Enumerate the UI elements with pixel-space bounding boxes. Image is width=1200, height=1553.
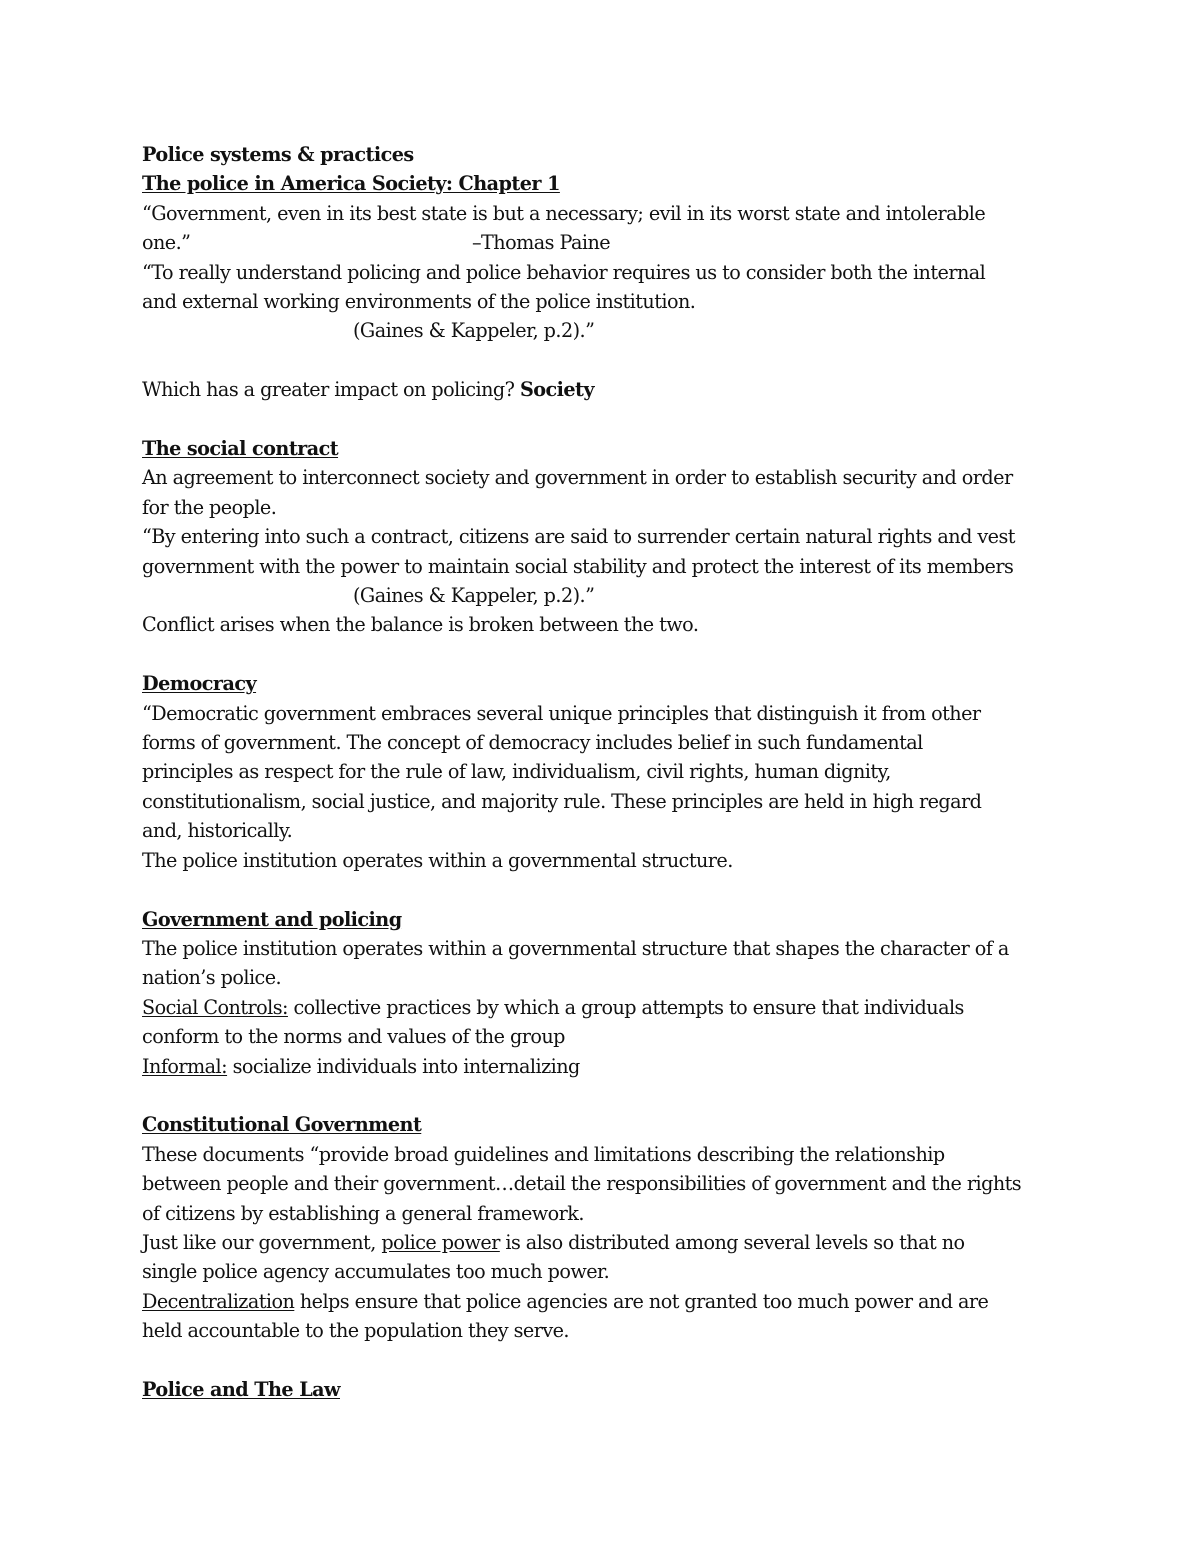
question-line — [142, 375, 1072, 404]
paragraph-text: Just like our government, — [142, 1230, 382, 1254]
document-body — [142, 140, 1072, 1404]
term-police-power: police power — [381, 1230, 500, 1254]
term-informal: Informal: — [142, 1054, 228, 1078]
section-heading-social-contract: The social contract — [142, 437, 339, 461]
paragraph-line: “By entering into such a contract, citizens are said to surrender certain natural rights and vest — [142, 525, 1015, 549]
chapter-heading: The police in America Society: Chapter 1 — [142, 172, 560, 196]
paragraph-line: These documents “provide broad guidelines and limitations describing the relationship — [142, 1142, 945, 1166]
paragraph-line — [142, 993, 1072, 1022]
answer-text: Society — [519, 378, 594, 402]
paragraph-line: government with the power to maintain social stability and protect the interest of its members — [142, 554, 1014, 578]
paragraph-line: and, historically. — [142, 819, 293, 843]
quote-author: –Thomas Paine — [472, 231, 611, 255]
citation: (Gaines & Kappeler, p.2).” — [353, 319, 595, 343]
paragraph-line — [142, 1228, 1072, 1257]
quote-line: “To really understand policing and police behavior requires us to consider both the internal — [142, 260, 986, 284]
paragraph-text: is also distributed among several levels so that no — [499, 1230, 965, 1254]
quote-line — [142, 228, 1072, 257]
question-text: Which has a greater impact on policing? — [142, 378, 515, 402]
quote-line: “Government, even in its best state is but a necessary; evil in its worst state and intolerable — [142, 201, 986, 225]
paragraph-line — [142, 1287, 1072, 1316]
section-heading-constitutional-government: Constitutional Government — [142, 1113, 422, 1137]
section-heading-police-law: Police and The Law — [142, 1377, 340, 1401]
term-decentralization: Decentralization — [142, 1289, 295, 1313]
paragraph-text: helps ensure that police agencies are not granted too much power and are — [294, 1289, 989, 1313]
paragraph-line: The police institution operates within a governmental structure that shapes the character of a — [142, 936, 1009, 960]
paragraph-line: nation’s police. — [142, 966, 282, 990]
paragraph-line: forms of government. The concept of democracy includes belief in such fundamental — [142, 731, 923, 755]
paragraph-line: of citizens by establishing a general framework. — [142, 1201, 584, 1225]
paragraph-line: held accountable to the population they serve. — [142, 1319, 569, 1343]
paragraph-line: for the people. — [142, 495, 277, 519]
section-heading-democracy: Democracy — [142, 672, 257, 696]
paragraph-line — [142, 1052, 1072, 1081]
definition-text: collective practices by which a group attempts to ensure that individuals — [287, 995, 964, 1019]
quote-text: one.” — [142, 231, 191, 255]
quote-line: and external working environments of the police institution. — [142, 290, 696, 314]
paragraph-line: “Democratic government embraces several unique principles that distinguish it from other — [142, 701, 981, 725]
term-social-controls: Social Controls: — [142, 995, 288, 1019]
citation: (Gaines & Kappeler, p.2).” — [353, 584, 595, 608]
paragraph-line: An agreement to interconnect society and government in order to establish security and order — [142, 466, 1013, 490]
document-title: Police systems & practices — [142, 143, 414, 166]
paragraph-line: single police agency accumulates too much power. — [142, 1260, 610, 1284]
paragraph-line: conform to the norms and values of the group — [142, 1025, 565, 1049]
section-heading-government-policing: Government and policing — [142, 907, 402, 931]
paragraph-line: The police institution operates within a governmental structure. — [142, 848, 733, 872]
paragraph-line: Conflict arises when the balance is broken between the two. — [142, 613, 699, 637]
definition-text: socialize individuals into internalizing — [227, 1054, 580, 1078]
paragraph-line: between people and their government…detail the responsibilities of government and the rights — [142, 1172, 1022, 1196]
paragraph-line: constitutionalism, social justice, and majority rule. These principles are held in high regard — [142, 789, 982, 813]
paragraph-line: principles as respect for the rule of law, individualism, civil rights, human dignity, — [142, 760, 891, 784]
